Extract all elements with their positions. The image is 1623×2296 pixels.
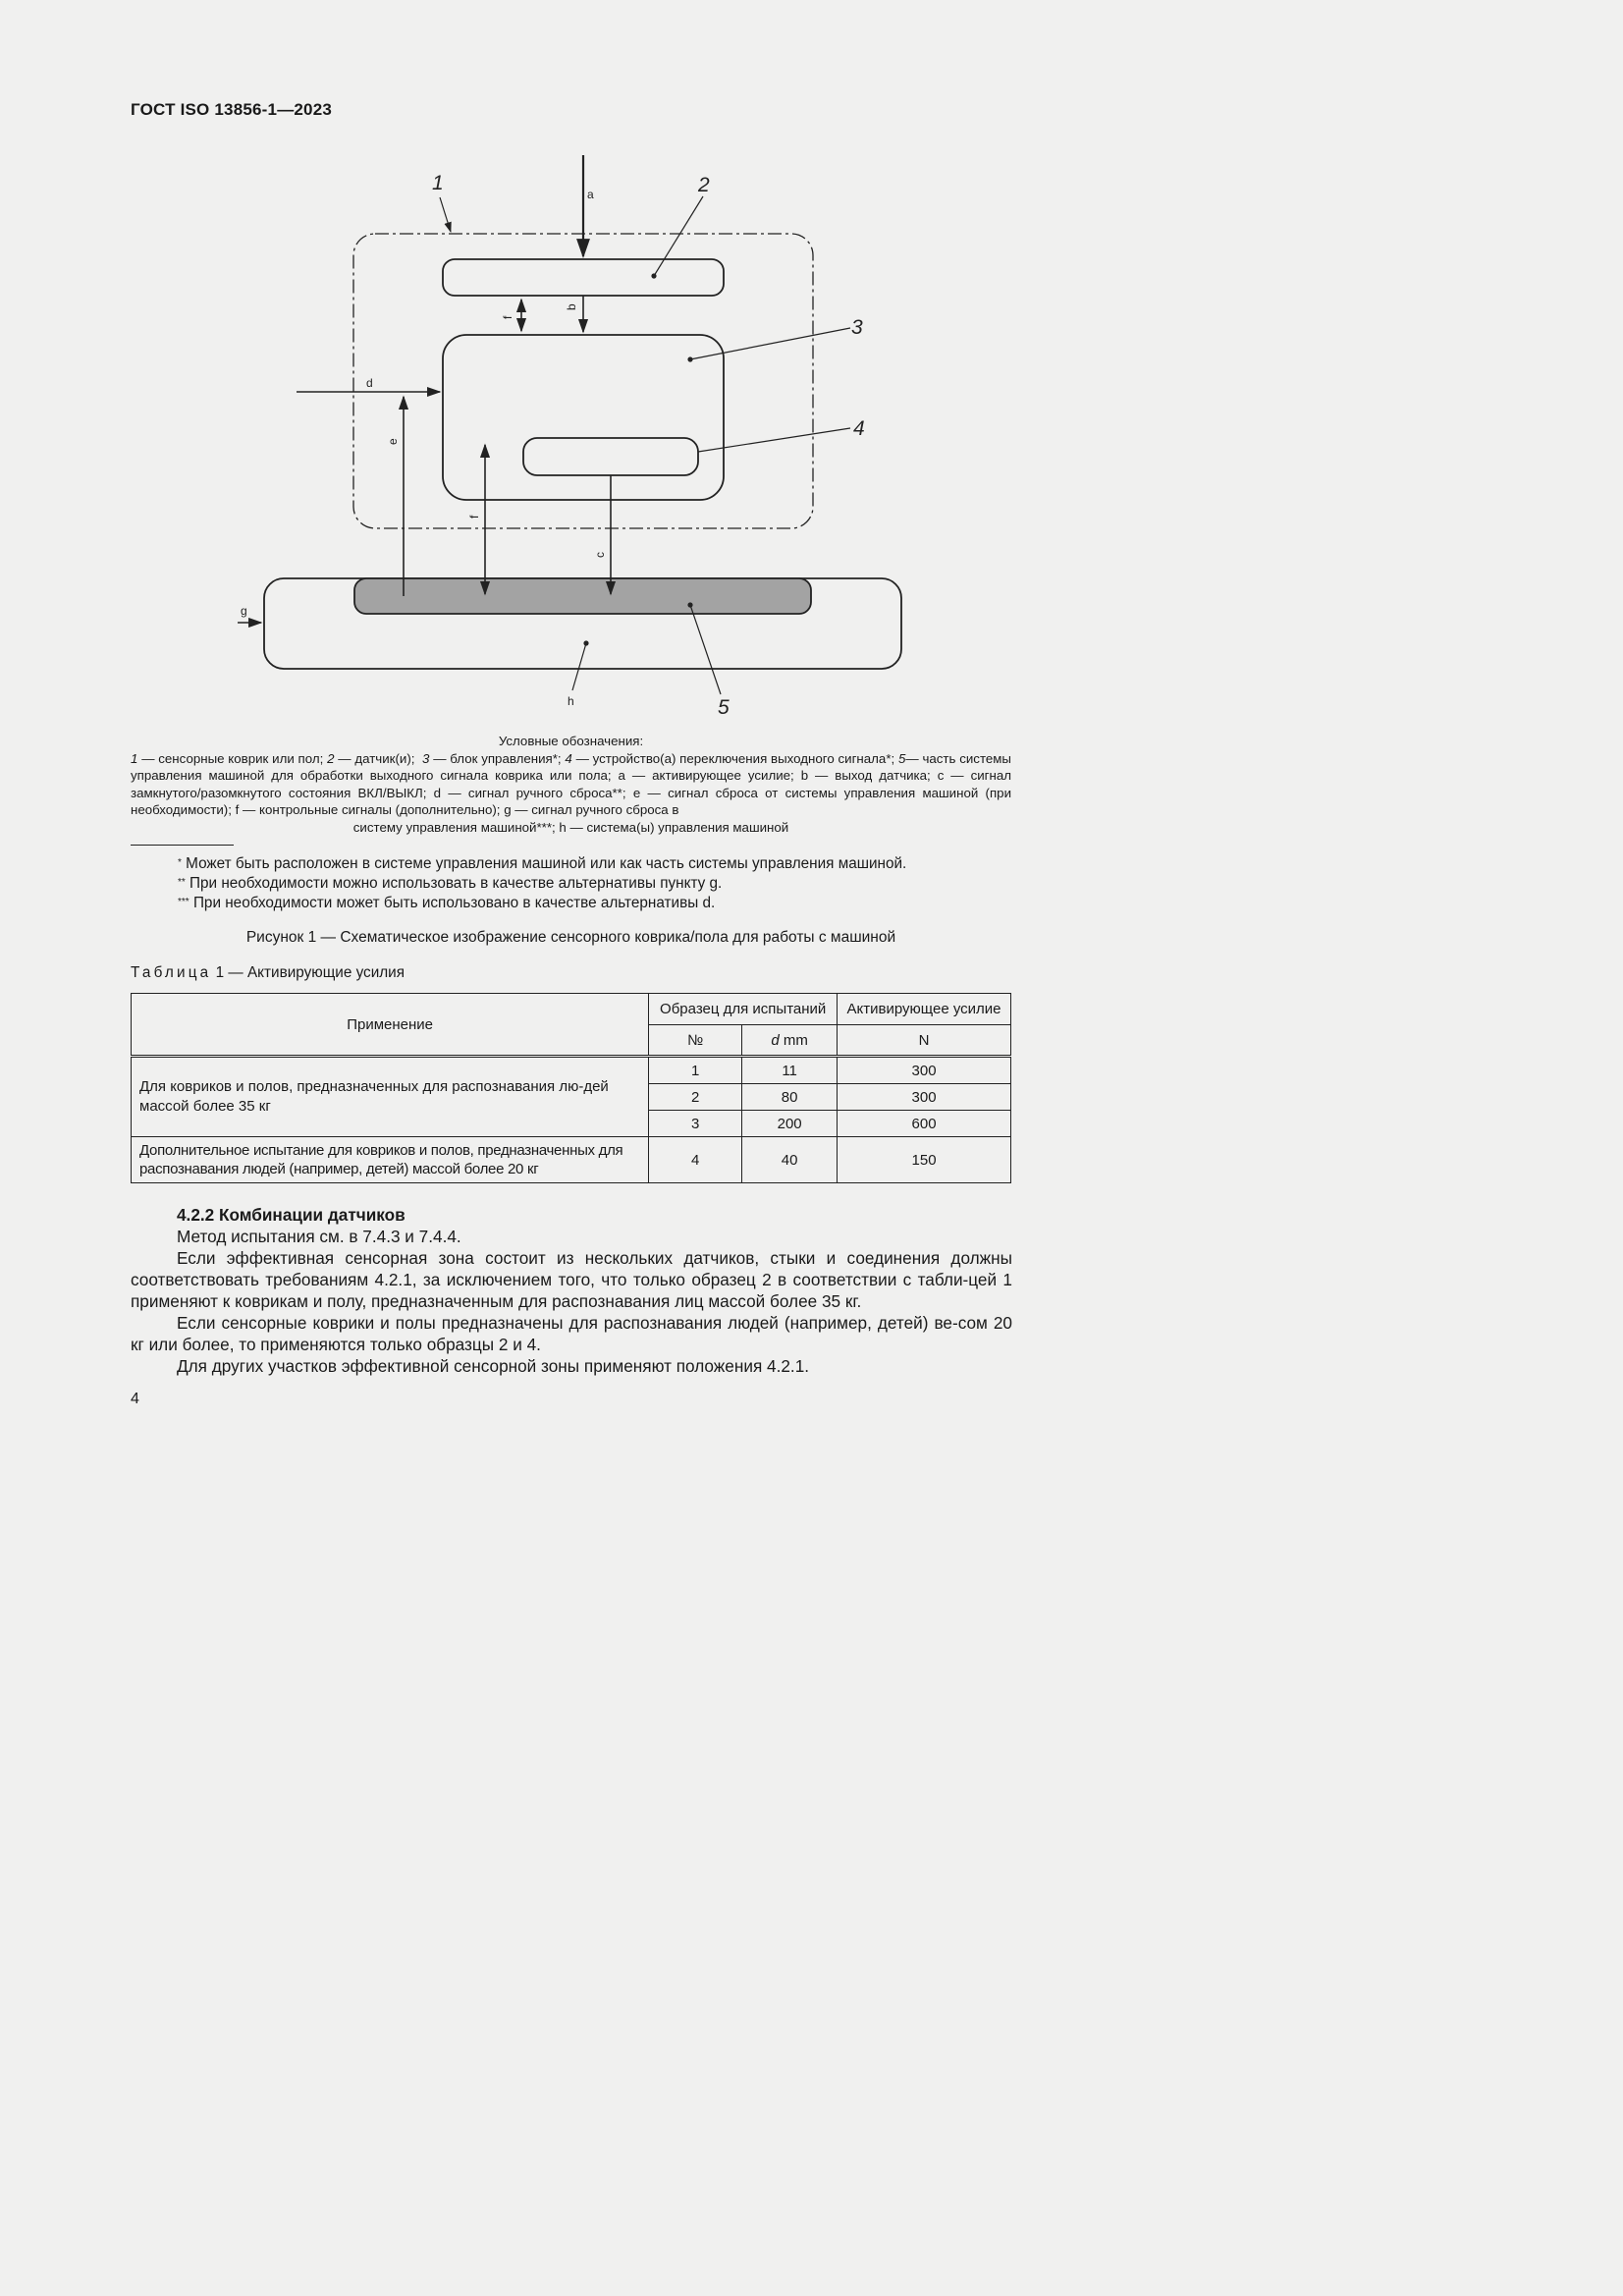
- label-a: a: [587, 188, 594, 201]
- row-group-1-label: Для ковриков и полов, предназначенных для распознавания лю-дей массой более 35 кг: [132, 1057, 649, 1137]
- activating-forces-table: [131, 993, 1011, 1183]
- leader-5: [690, 605, 721, 694]
- footnote-divider: [131, 845, 234, 846]
- control-system-part-box: [354, 578, 811, 614]
- leader-h: [572, 643, 586, 690]
- document-page: [0, 0, 1089, 1540]
- sensor-box: [443, 259, 724, 296]
- label-g: g: [241, 604, 247, 618]
- callout-3: 3: [851, 316, 863, 339]
- table-row: 3 200 600: [132, 1111, 1011, 1137]
- table-caption: Таблица 1 — Активирующие усилия: [131, 964, 406, 981]
- footnote-3: *** При необходимости может быть использовано в качестве альтернативы d.: [178, 895, 716, 911]
- col-header-no: №: [649, 1025, 742, 1057]
- paragraph: Если сенсорные коврики и полы предназначены для распознавания людей (например, детей) ве-сом 20 кг или более, то применяются только образцы 2 и 4.: [131, 1313, 1012, 1354]
- label-f-upper: f: [501, 315, 514, 319]
- label-f-lower: f: [467, 515, 481, 519]
- callout-2: 2: [698, 174, 710, 196]
- page-number: 4: [131, 1391, 139, 1407]
- paragraph: Метод испытания см. в 7.4.3 и 7.4.4.: [177, 1227, 461, 1246]
- label-c: c: [593, 552, 607, 558]
- col-header-sample: Образец для испытаний: [649, 994, 838, 1025]
- section-body: [131, 1204, 1012, 1377]
- leader-2: [654, 196, 703, 276]
- leader-3: [690, 328, 850, 359]
- col-header-force: Активирующее усилие: [838, 994, 1011, 1025]
- figure-caption: Рисунок 1 — Схематическое изображение сенсорного коврика/пола для работы с машиной: [245, 929, 896, 946]
- leader-1: [440, 197, 451, 232]
- table-row: 2 80 300: [132, 1084, 1011, 1111]
- row-group-2-label: Дополнительное испытание для ковриков и полов, предназначенных для распознавания людей (например, детей) массой более 20 кг: [132, 1137, 649, 1183]
- schematic-figure: [0, 137, 1089, 727]
- label-h: h: [568, 694, 574, 708]
- callout-1: 1: [432, 172, 444, 194]
- document-header: ГОСТ ISO 13856-1—2023: [131, 100, 333, 119]
- footnotes: [178, 854, 906, 913]
- table-row: Дополнительное испытание для ковриков и полов, предназначенных для распознавания людей (например, детей) массой более 20 кг 4 40 150: [132, 1137, 1011, 1183]
- label-b: b: [565, 303, 578, 310]
- label-e: e: [386, 438, 400, 445]
- sensor-mat-outline: [353, 234, 813, 528]
- col-header-n: N: [838, 1025, 1011, 1057]
- leader-4: [698, 428, 850, 452]
- label-d: d: [366, 376, 373, 390]
- output-switch-box: [523, 438, 698, 475]
- paragraph: Для других участков эффективной сенсорной зоны применяют положения 4.2.1.: [177, 1356, 810, 1376]
- col-header-d: d mm: [742, 1025, 838, 1057]
- callout-4: 4: [853, 417, 865, 440]
- paragraph: Если эффективная сенсорная зона состоит из нескольких датчиков, стыки и соединения должны соответствовать требованиям 4.2.1, за исключением того, что только образец 2 в соответствии с табли-цей 1 применяют к коврикам и полу, предназначенным для распознавания лиц массой более 35 кг.: [131, 1248, 1012, 1311]
- table-row: Для ковриков и полов, предназначенных для распознавания лю-дей массой более 35 кг 1 11 300: [132, 1057, 1011, 1084]
- col-header-application: Применение: [132, 994, 649, 1057]
- callout-5: 5: [718, 696, 730, 719]
- legend-title: Условные обозначения:: [498, 734, 644, 748]
- section-heading: 4.2.2 Комбинации датчиков: [177, 1205, 406, 1225]
- footnote-2: ** При необходимости можно использовать в качестве альтернативы пункту g.: [178, 875, 723, 892]
- footnote-1: * Может быть расположен в системе управления машиной или как часть системы управления машиной.: [178, 855, 907, 872]
- legend-body: 1 — сенсорные коврик или пол; 2 — датчик(и); 3 — блок управления*; 4 — устройство(а) переключения выходного сигнала*; 5— часть системы управления машиной для обработки выходного сигнала коврика или пола; a — активирующее усилие; b — выход датчика; c — сигнал замкнутого/разомкнутого состояния ВКЛ/ВЫКЛ; d — сигнал ручного сброса**; e — сигнал сброса от системы управления машиной (при необходимости); f — контрольные сигналы (дополнительно); g — сигнал ручного сброса в: [131, 750, 1011, 817]
- figure-legend: [131, 733, 1011, 836]
- legend-last-line: систему управления машиной***; h — система(ы) управления машиной: [352, 819, 789, 835]
